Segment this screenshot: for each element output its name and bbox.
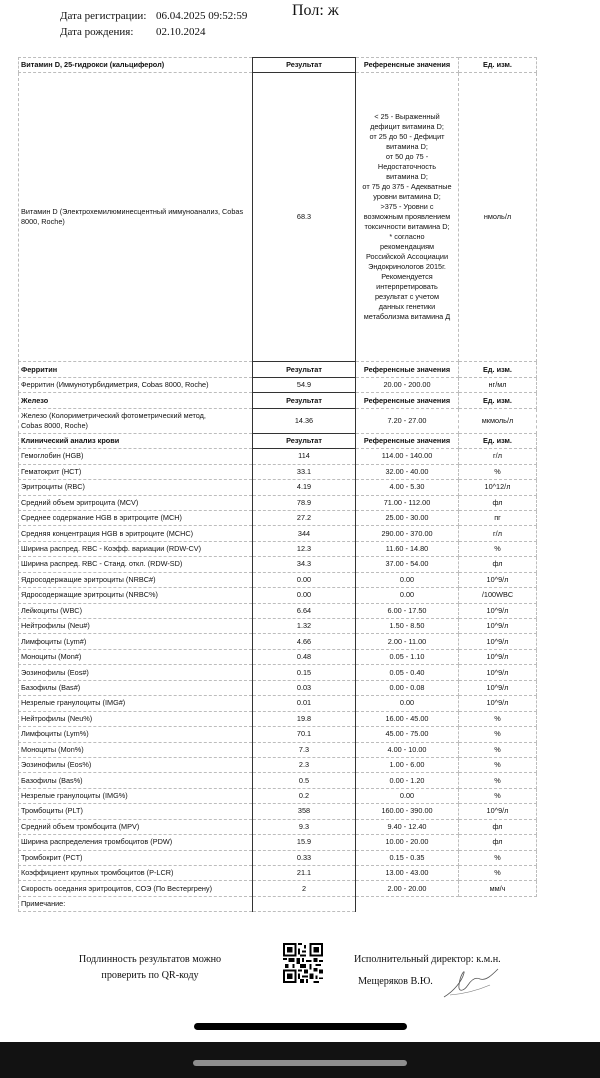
reference-line: Российской Ассоциации — [365, 252, 449, 262]
reference-line: * согласно — [389, 232, 425, 242]
registration-date-label: Дата регистрации: — [60, 10, 147, 22]
test-name: Незрелые гранулоциты (IMG#) — [19, 696, 253, 711]
test-name: Скорость оседания эритроцитов, СОЭ (По Вестергрену) — [19, 881, 253, 896]
test-unit: % — [459, 727, 537, 742]
table-row — [19, 619, 537, 634]
reference-line: от 75 до 375 - Адекватные — [362, 182, 452, 192]
table-row — [19, 603, 537, 618]
test-name: Ядросодержащие эритроциты (NRBC%) — [19, 588, 253, 603]
test-name: Тромбокрит (PCT) — [19, 850, 253, 865]
test-result: 4.66 — [253, 634, 356, 649]
test-result: 0.2 — [253, 788, 356, 803]
home-indicator[interactable] — [194, 1023, 407, 1030]
reference-range: 4.00 - 5.30 — [356, 480, 459, 495]
test-result: 70.1 — [253, 727, 356, 742]
reference-range: 290.00 - 370.00 — [356, 526, 459, 541]
table-row — [19, 541, 537, 556]
test-unit: г/л — [459, 449, 537, 464]
column-header-result: Результат — [253, 362, 356, 377]
patient-header — [60, 8, 247, 40]
table-row — [19, 588, 537, 603]
table-row — [19, 850, 537, 865]
test-result: 7.3 — [253, 742, 356, 757]
table-row — [19, 835, 537, 850]
test-result: 78.9 — [253, 495, 356, 510]
test-unit: % — [459, 866, 537, 881]
section-title: Витамин D, 25-гидрокси (кальциферол) — [19, 58, 253, 73]
test-name: Ширина распред. RBC - Коэфф. вариации (RDW-CV) — [19, 541, 253, 556]
test-name: Нейтрофилы (Neu#) — [19, 619, 253, 634]
test-name-line: Железо (Колориметрический фотометрический метод, — [21, 410, 206, 420]
test-unit: фл — [459, 495, 537, 510]
table-row — [19, 881, 537, 896]
column-header-unit: Ед. изм. — [459, 362, 537, 377]
note-row — [19, 896, 537, 911]
table-row — [19, 557, 537, 572]
reference-line: дефицит витамина D; — [370, 122, 444, 132]
test-result: 1.32 — [253, 619, 356, 634]
test-name: Моноциты (Mon#) — [19, 649, 253, 664]
reference-range: 25.00 - 30.00 — [356, 510, 459, 525]
test-unit: % — [459, 541, 537, 556]
signature-icon — [440, 965, 500, 1001]
test-unit: фл — [459, 835, 537, 850]
test-unit: фл — [459, 557, 537, 572]
test-name: Средний объем эритроцита (MCV) — [19, 495, 253, 510]
test-name: Эритроциты (RBC) — [19, 480, 253, 495]
birth-date-value: 02.10.2024 — [156, 26, 206, 38]
reference-range: 0.05 - 0.40 — [356, 665, 459, 680]
test-name: Витамин D (Электрохемилюминесцентный иммуноанализ, Cobas 8000, Roche) — [19, 73, 253, 362]
test-result: 68.3 — [253, 73, 356, 362]
reference-line: метаболизма витамина Д — [363, 312, 451, 322]
reference-line: от 25 до 50 - Дефицит — [369, 132, 445, 142]
reference-line: уровни витамина D; — [373, 192, 441, 202]
test-result: 21.1 — [253, 866, 356, 881]
registration-date-value: 06.04.2025 09:52:59 — [156, 10, 248, 22]
section-header-ferritin — [19, 362, 537, 377]
test-result: 15.9 — [253, 835, 356, 850]
test-unit: 10^12/л — [459, 480, 537, 495]
test-unit: % — [459, 788, 537, 803]
reference-range: 37.00 - 54.00 — [356, 557, 459, 572]
test-unit: % — [459, 742, 537, 757]
test-result: 54.9 — [253, 377, 356, 392]
test-result: 0.48 — [253, 649, 356, 664]
reference-line: возможным проявлением — [363, 212, 451, 222]
verification-note — [60, 952, 240, 984]
test-unit: г/л — [459, 526, 537, 541]
table-row — [19, 788, 537, 803]
test-result: 33.1 — [253, 464, 356, 479]
column-header-reference: Референсные значения — [356, 58, 459, 73]
test-unit: 10^9/л — [459, 680, 537, 695]
test-name: Ширина распределения тромбоцитов (PDW) — [19, 835, 253, 850]
director-title: Исполнительный директор: к.м.н. — [354, 954, 501, 965]
reference-line: токсичности витамина D; — [364, 222, 450, 232]
test-name: Ферритин (Иммунотурбидиметрия, Cobas 8000, Roche) — [19, 377, 253, 392]
test-result: 0.15 — [253, 665, 356, 680]
test-unit: 10^9/л — [459, 665, 537, 680]
test-result: 344 — [253, 526, 356, 541]
test-result: 12.3 — [253, 541, 356, 556]
reference-range: 0.00 - 0.08 — [356, 680, 459, 695]
test-result: 0.33 — [253, 850, 356, 865]
test-result: 14.36 — [253, 408, 356, 433]
note-result — [253, 896, 356, 911]
table-row — [19, 711, 537, 726]
test-name: Средний объем тромбоцита (MPV) — [19, 819, 253, 834]
reference-line: витамина D; — [386, 172, 428, 182]
test-unit: % — [459, 850, 537, 865]
test-result: 4.19 — [253, 480, 356, 495]
reference-line: рекомендациям — [379, 242, 435, 252]
patient-sex: Пол: ж — [292, 2, 339, 19]
table-row — [19, 464, 537, 479]
test-unit: 10^9/л — [459, 619, 537, 634]
reference-line: данных генетики — [378, 302, 436, 312]
test-result: 6.64 — [253, 603, 356, 618]
test-name: Нейтрофилы (Neu%) — [19, 711, 253, 726]
test-unit: мкмоль/л — [459, 408, 537, 433]
test-result: 358 — [253, 804, 356, 819]
reference-range: 2.00 - 20.00 — [356, 881, 459, 896]
reference-line: витамина D; — [386, 142, 428, 152]
table-row — [19, 377, 537, 392]
test-unit: 10^9/л — [459, 649, 537, 664]
table-row — [19, 526, 537, 541]
test-result: 0.03 — [253, 680, 356, 695]
test-name: Лимфоциты (Lym%) — [19, 727, 253, 742]
column-header-reference: Референсные значения — [356, 433, 459, 448]
column-header-reference: Референсные значения — [356, 362, 459, 377]
test-result: 0.00 — [253, 572, 356, 587]
reference-range: 20.00 - 200.00 — [356, 377, 459, 392]
test-unit: фл — [459, 819, 537, 834]
table-row — [19, 696, 537, 711]
reference-range: 11.60 - 14.80 — [356, 541, 459, 556]
table-row — [19, 804, 537, 819]
test-name: Ядросодержащие эритроциты (NRBC#) — [19, 572, 253, 587]
reference-range: 71.00 - 112.00 — [356, 495, 459, 510]
section-header-vitamin-d — [19, 58, 537, 73]
test-name: Лейкоциты (WBC) — [19, 603, 253, 618]
table-row — [19, 408, 537, 433]
reference-range: 0.00 - 1.20 — [356, 773, 459, 788]
reference-line: Эндокринологов 2015г. — [368, 262, 446, 272]
table-row — [19, 680, 537, 695]
test-unit: 10^9/л — [459, 634, 537, 649]
section-title: Железо — [19, 393, 253, 408]
table-row — [19, 819, 537, 834]
column-header-unit: Ед. изм. — [459, 393, 537, 408]
test-result: 27.2 — [253, 510, 356, 525]
reference-range: 4.00 - 10.00 — [356, 742, 459, 757]
section-header-iron — [19, 393, 537, 408]
test-name-line: Cobas 8000, Roche) — [21, 420, 88, 430]
reference-range: 0.15 - 0.35 — [356, 850, 459, 865]
reference-range: 13.00 - 43.00 — [356, 866, 459, 881]
test-unit: нмоль/л — [459, 73, 537, 362]
reference-line: Рекомендуется — [381, 272, 433, 282]
reference-range: 16.00 - 45.00 — [356, 711, 459, 726]
test-result: 0.01 — [253, 696, 356, 711]
test-name: Эозинофилы (Eos#) — [19, 665, 253, 680]
reference-range: 114.00 - 140.00 — [356, 449, 459, 464]
reference-range: 9.40 - 12.40 — [356, 819, 459, 834]
test-name: Лимфоциты (Lym#) — [19, 634, 253, 649]
table-row — [19, 510, 537, 525]
test-result: 34.3 — [253, 557, 356, 572]
director-name: Мещеряков В.Ю. — [358, 976, 433, 987]
section-title: Ферритин — [19, 362, 253, 377]
reference-range: 32.00 - 40.00 — [356, 464, 459, 479]
table-row — [19, 773, 537, 788]
table-row — [19, 757, 537, 772]
column-header-result: Результат — [253, 433, 356, 448]
reference-range: 2.00 - 11.00 — [356, 634, 459, 649]
reference-range: 1.50 - 8.50 — [356, 619, 459, 634]
test-name: Среднее содержание HGB в эритроците (MCH) — [19, 510, 253, 525]
verification-line: проверить по QR-коду — [101, 970, 199, 981]
test-result: 19.8 — [253, 711, 356, 726]
test-name: Ширина распред. RBC - Станд. откл. (RDW-SD) — [19, 557, 253, 572]
test-name: Базофилы (Bas%) — [19, 773, 253, 788]
test-name: Тромбоциты (PLT) — [19, 804, 253, 819]
table-row — [19, 649, 537, 664]
note-label: Примечание: — [19, 896, 253, 911]
reference-line: интерпретировать — [376, 282, 438, 292]
test-unit: % — [459, 711, 537, 726]
reference-line: результат с учетом — [374, 292, 439, 302]
birth-date-label: Дата рождения: — [60, 26, 134, 38]
table-row — [19, 572, 537, 587]
reference-range: 160.00 - 390.00 — [356, 804, 459, 819]
table-row — [19, 665, 537, 680]
column-header-result: Результат — [253, 393, 356, 408]
reference-range: 0.00 — [356, 588, 459, 603]
table-row — [19, 634, 537, 649]
results-table — [18, 57, 537, 912]
test-name: Эозинофилы (Eos%) — [19, 757, 253, 772]
test-unit: мм/ч — [459, 881, 537, 896]
reference-range: 10.00 - 20.00 — [356, 835, 459, 850]
reference-range: 0.00 — [356, 788, 459, 803]
table-row — [19, 727, 537, 742]
section-title: Клинический анализ крови — [19, 433, 253, 448]
table-row — [19, 495, 537, 510]
test-result: 0.5 — [253, 773, 356, 788]
reference-range: 45.00 - 75.00 — [356, 727, 459, 742]
reference-range — [356, 73, 459, 362]
test-result: 114 — [253, 449, 356, 464]
reference-range: 7.20 - 27.00 — [356, 408, 459, 433]
test-unit: 10^9/л — [459, 572, 537, 587]
test-unit: % — [459, 757, 537, 772]
reference-line: от 50 до 75 - — [385, 152, 429, 162]
section-header-cbc — [19, 433, 537, 448]
test-unit: пг — [459, 510, 537, 525]
table-row — [19, 480, 537, 495]
drag-handle[interactable] — [193, 1060, 407, 1066]
reference-range: 0.00 — [356, 696, 459, 711]
reference-line: < 25 - Выраженный — [374, 112, 440, 122]
test-name: Коэффициент крупных тромбоцитов (P-LCR) — [19, 866, 253, 881]
column-header-reference: Референсные значения — [356, 393, 459, 408]
test-name: Моноциты (Mon%) — [19, 742, 253, 757]
test-unit: 10^9/л — [459, 603, 537, 618]
test-result: 9.3 — [253, 819, 356, 834]
test-unit: нг/мл — [459, 377, 537, 392]
qr-code-icon[interactable] — [283, 943, 323, 983]
reference-range: 0.00 — [356, 572, 459, 587]
test-unit: 10^9/л — [459, 696, 537, 711]
test-name: Незрелые гранулоциты (IMG%) — [19, 788, 253, 803]
reference-range: 1.00 - 6.00 — [356, 757, 459, 772]
test-name — [19, 408, 253, 433]
test-unit: /100WBC — [459, 588, 537, 603]
table-row — [19, 449, 537, 464]
reference-range: 6.00 - 17.50 — [356, 603, 459, 618]
column-header-unit: Ед. изм. — [459, 58, 537, 73]
test-name: Гематокрит (HCT) — [19, 464, 253, 479]
test-result: 2.3 — [253, 757, 356, 772]
test-name: Средняя концентрация HGB в эритроците (MCHC) — [19, 526, 253, 541]
test-name: Базофилы (Bas#) — [19, 680, 253, 695]
test-name: Гемоглобин (HGB) — [19, 449, 253, 464]
test-result: 2 — [253, 881, 356, 896]
reference-range: 0.05 - 1.10 — [356, 649, 459, 664]
test-result: 0.00 — [253, 588, 356, 603]
table-row — [19, 742, 537, 757]
verification-line: Подлинность результатов можно — [78, 954, 222, 965]
test-unit: % — [459, 773, 537, 788]
test-unit: % — [459, 464, 537, 479]
reference-line: >375 - Уровни с — [380, 202, 434, 212]
column-header-result: Результат — [253, 58, 356, 73]
column-header-unit: Ед. изм. — [459, 433, 537, 448]
reference-line: Недостаточность — [377, 162, 437, 172]
table-row — [19, 866, 537, 881]
test-unit: 10^9/л — [459, 804, 537, 819]
table-row — [19, 73, 537, 362]
